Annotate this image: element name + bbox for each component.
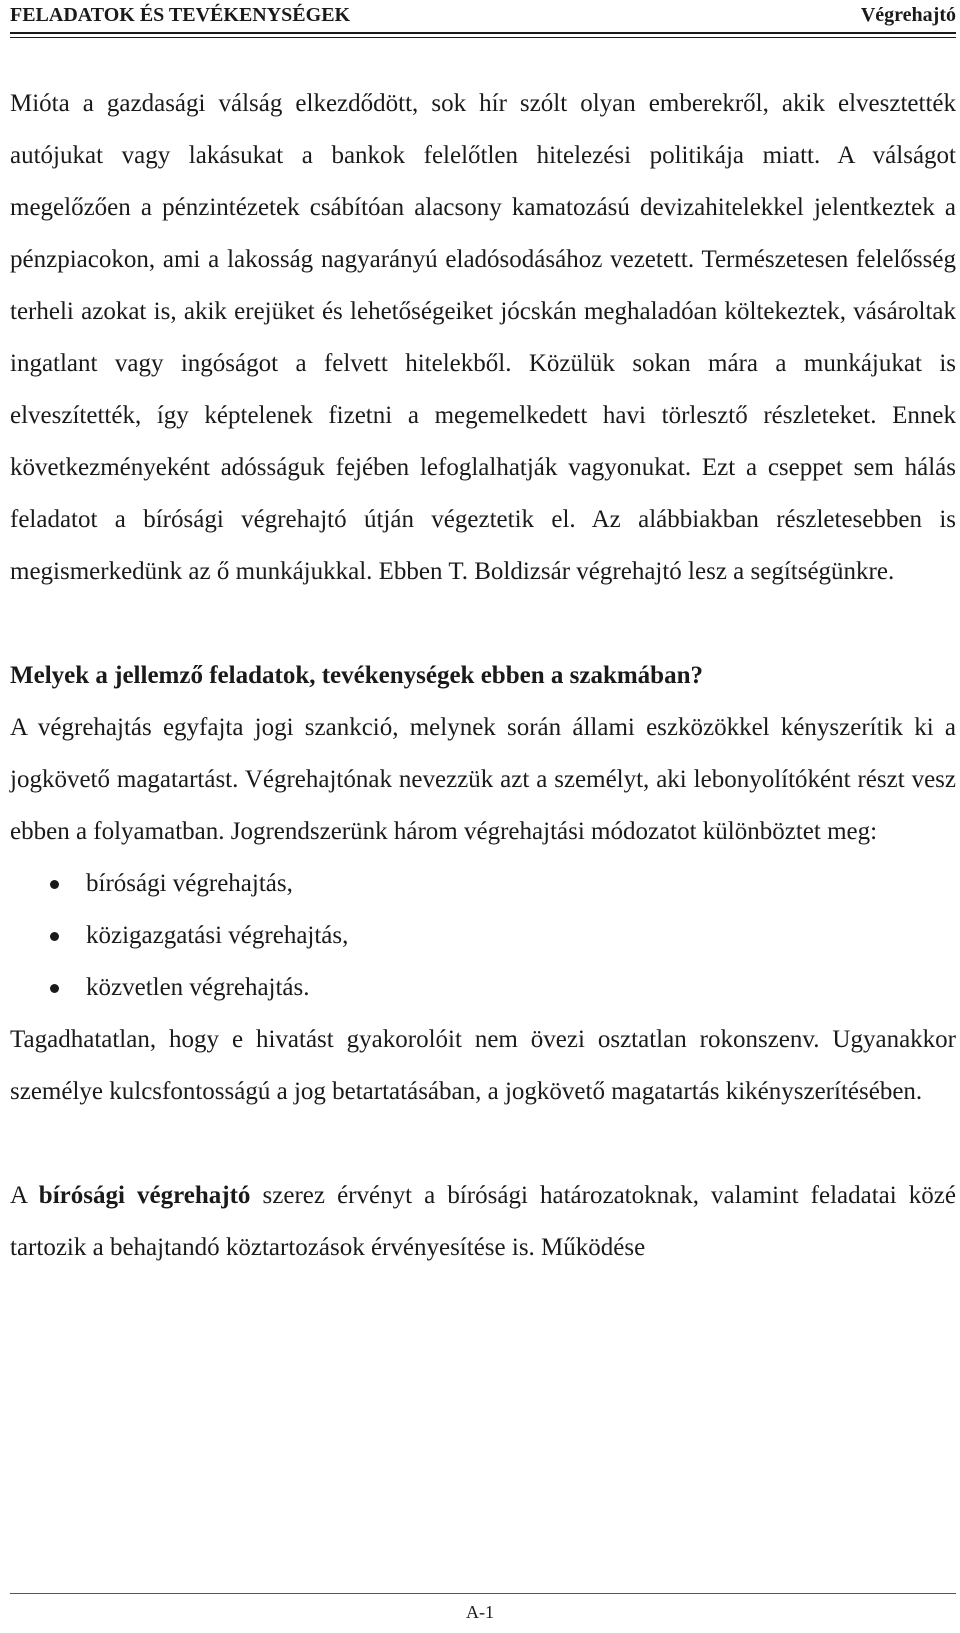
intro-paragraph: Mióta a gazdasági válság elkezdődött, sok hír szólt olyan emberekről, akik elvesztették autójukat vagy lakásukat a bankok felelőtlen hitelezési politikája miatt. A válságot megelőzően a pénzintézetek csábítóan alacsony kamatozású devizahitelekkel jelentkeztek a pénzpiacokon, ami a lakosság nagyarányú eladósodásához vezetett. Természetesen felelősség terheli azokat is, akik erejüket és lehetőségeiket jócskán meghaladóan költekeztek, vásároltak ingatlant vagy ingóságot a felvett hitelekből. Közülük sokan mára a munkájukat is elveszítették, így képtelenek fizetni a megemelkedett havi törlesztő részleteket. Ennek következményeként adósságuk fejében lefoglalhatják vagyonukat. Ezt a cseppet sem hálás feladatot a bírósági végrehajtó útján végeztetik el. Az alábbiakban részletesebben is megismerkedünk az ő munkájukkal. Ebben T. Boldizsár végrehajtó lesz a segítségünkre. bbox=[10, 90, 956, 585]
bullet-icon bbox=[50, 932, 59, 941]
footer-rule bbox=[10, 1593, 956, 1594]
page-body bbox=[10, 78, 956, 1274]
bullet-icon bbox=[50, 880, 59, 889]
list-item bbox=[10, 910, 956, 962]
last-paragraph-prefix: A bbox=[10, 1182, 27, 1209]
page-number: A-1 bbox=[466, 1602, 494, 1622]
header-occupation: Végrehajtó bbox=[860, 4, 956, 26]
list-item bbox=[10, 962, 956, 1014]
header-rule-thick bbox=[10, 32, 956, 34]
section-heading: Melyek a jellemző feladatok, tevékenységek ebben a szakmában? bbox=[10, 662, 703, 689]
list-item-text: bírósági végrehajtás, bbox=[86, 870, 293, 897]
header-chapter-title: FELADATOK ÉS TEVÉKENYSÉGEK bbox=[10, 4, 351, 26]
running-header bbox=[10, 0, 956, 34]
header-rule-thin bbox=[10, 37, 956, 38]
list-item-text: közigazgatási végrehajtás, bbox=[86, 922, 349, 949]
bullet-icon bbox=[50, 984, 59, 993]
enforcement-types-list bbox=[10, 858, 956, 1014]
last-paragraph bbox=[10, 1170, 956, 1274]
after-list-paragraph: Tagadhatatlan, hogy e hivatást gyakorolóit nem övezi osztatlan rokonszenv. Ugyanakkor személye kulcsfontosságú a jog betartatásában, a jogkövető magatartás kikényszerítésében. bbox=[10, 1026, 956, 1105]
section-paragraph: A végrehajtás egyfajta jogi szankció, melynek során állami eszközökkel kényszerítik ki a jogkövető magatartást. Végrehajtónak nevezzük azt a személyt, aki lebonyolítóként részt vesz ebben a folyamatban. Jogrendszerünk három végrehajtási módozatot különböztet meg: bbox=[10, 714, 956, 845]
bold-term: bírósági végrehajtó bbox=[38, 1182, 251, 1209]
list-item bbox=[10, 858, 956, 910]
last-paragraph-rest: szerez érvényt a bírósági határozatoknak, valamint feladatai közé tartozik a behajtandó köztartozások érvényesítése is. Működése bbox=[10, 1182, 956, 1261]
list-item-text: közvetlen végrehajtás. bbox=[86, 974, 310, 1001]
